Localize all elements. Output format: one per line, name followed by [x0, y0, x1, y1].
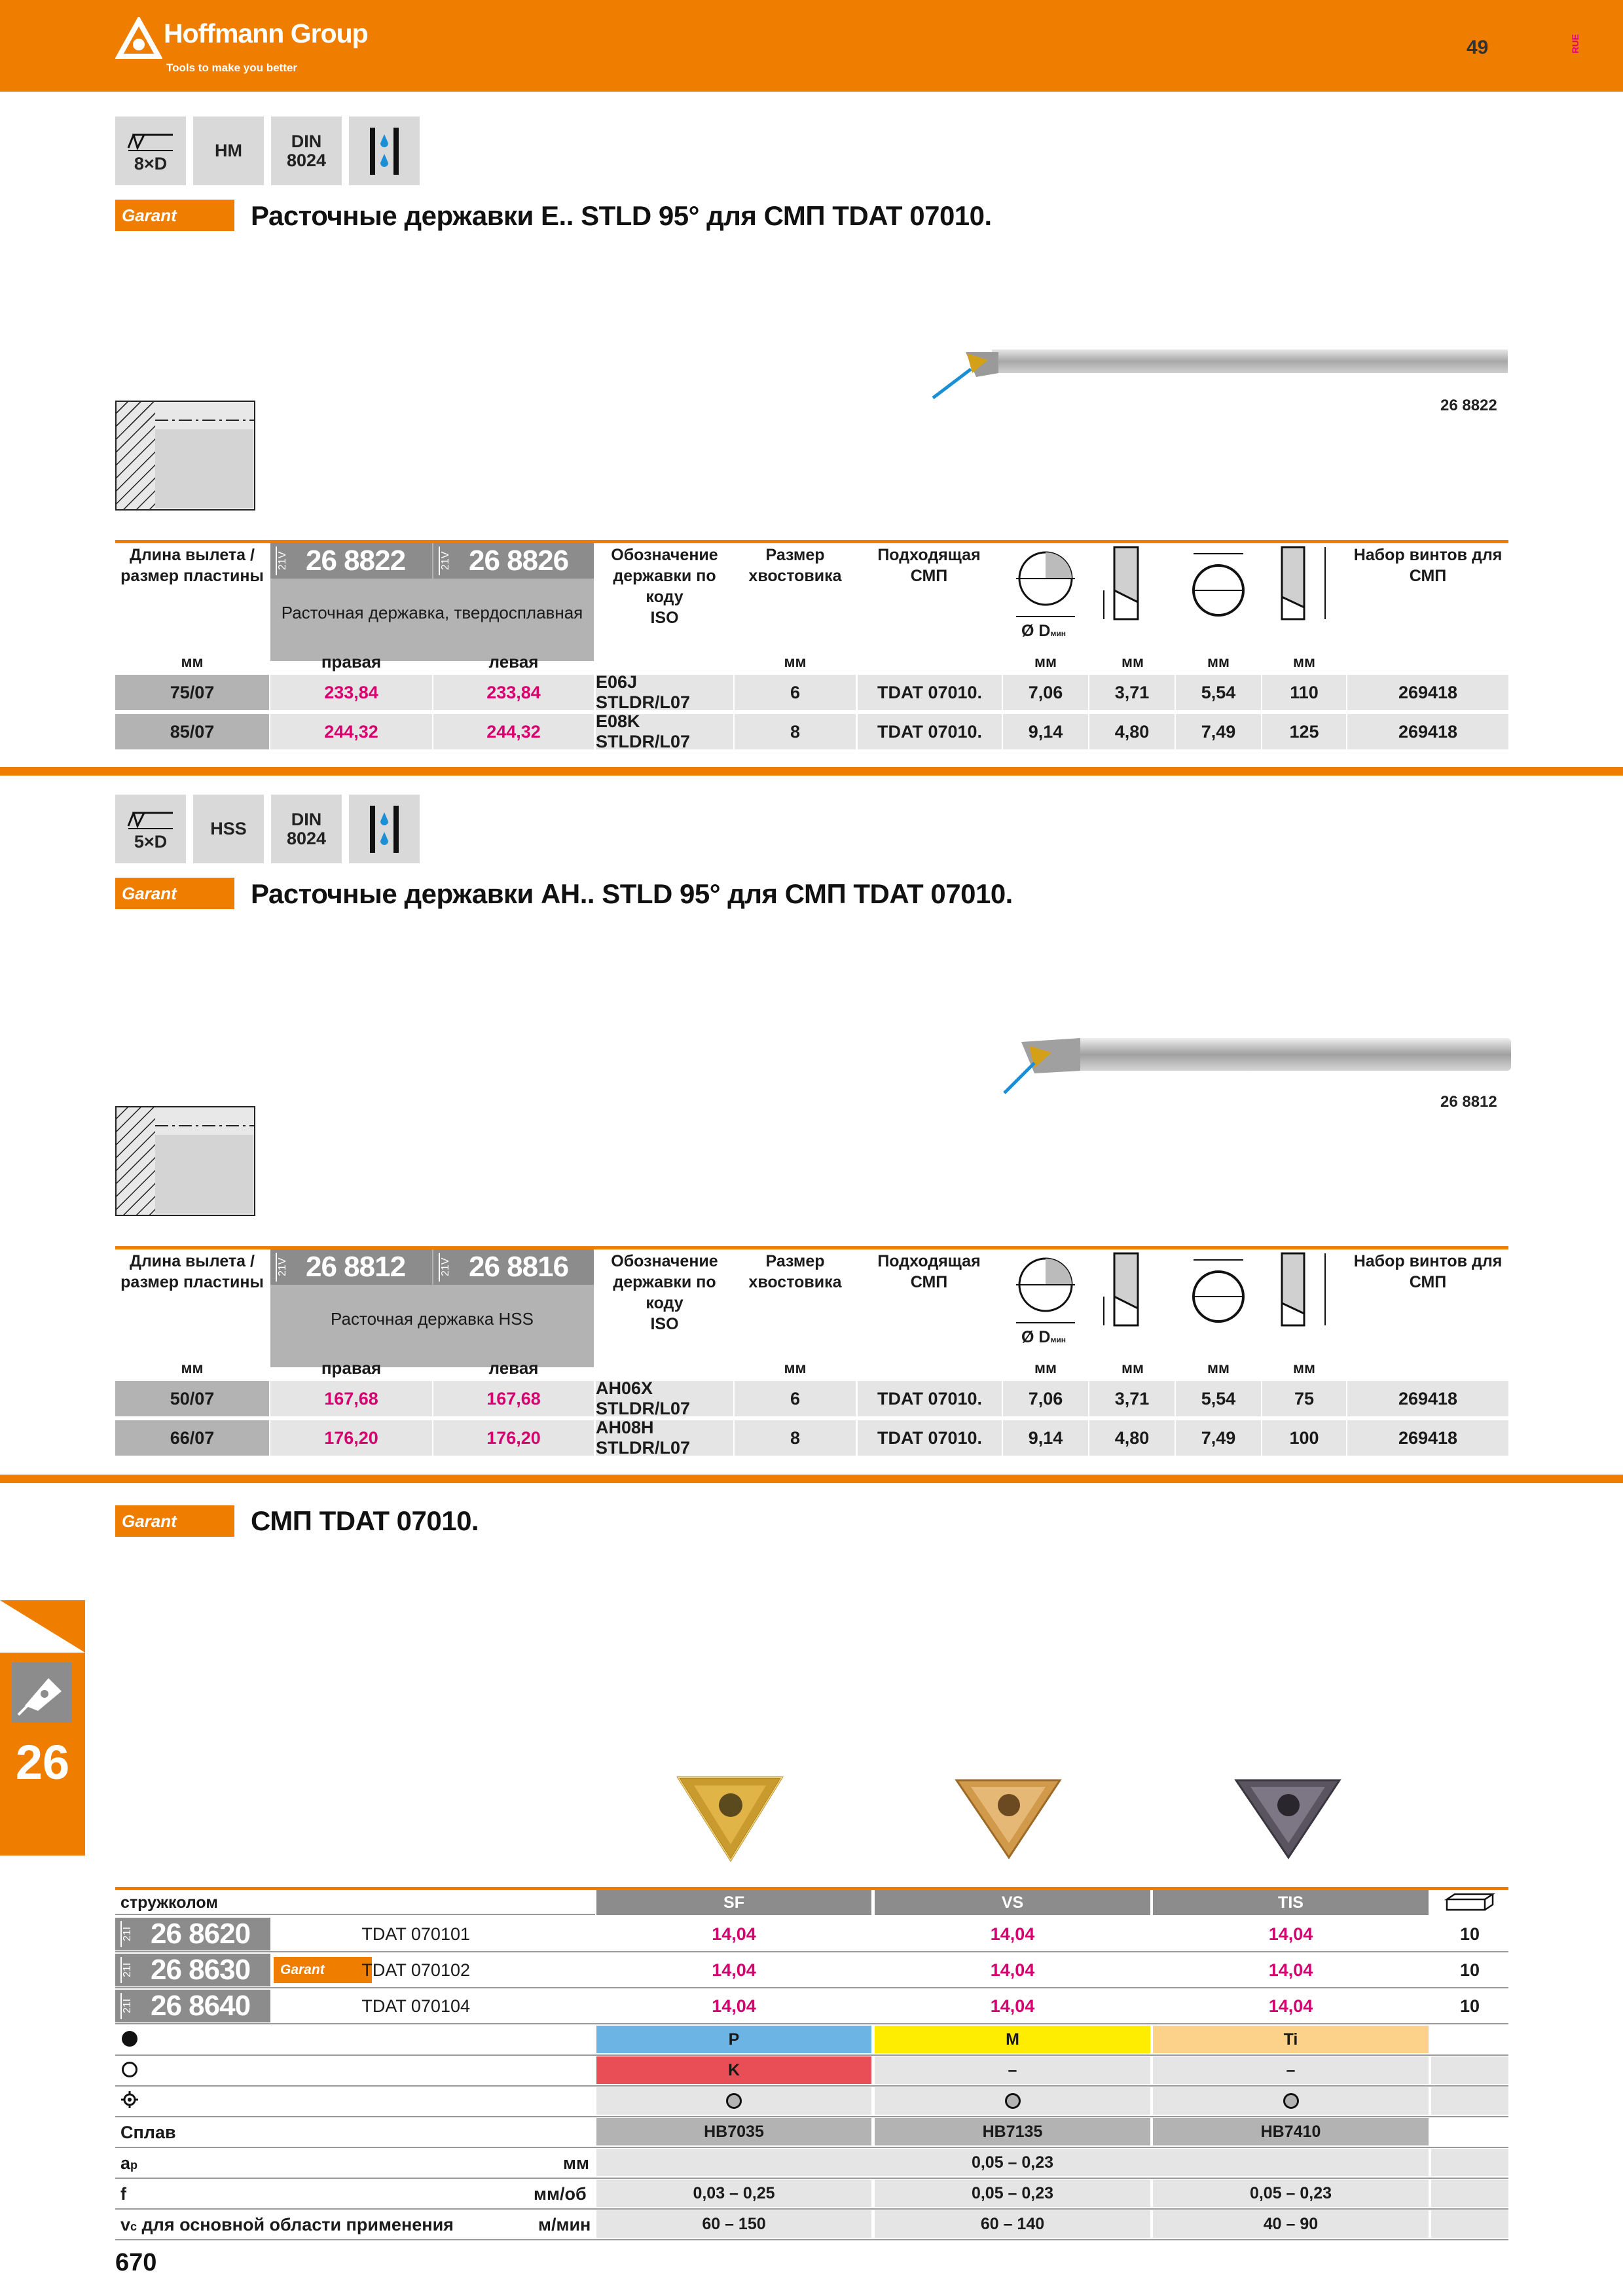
coating-circle-icon	[1005, 2093, 1021, 2109]
price-left[interactable]: 167,68	[433, 1381, 594, 1416]
insert-name: TDAT 070102	[361, 1960, 470, 1980]
price-vs[interactable]: 14,04	[990, 1924, 1035, 1944]
article-code-left[interactable]	[433, 1249, 594, 1285]
col-header-insert: Подходящая СМП	[877, 546, 981, 585]
coolant-icon-box	[349, 795, 420, 863]
screws-cell: 269418	[1347, 714, 1508, 749]
col-header-iso: Обозначение державки по коду ISO	[611, 1252, 718, 1333]
unit-mm: мм	[1121, 653, 1144, 670]
material-secondary-tis: –	[1153, 2056, 1429, 2084]
unit-mm: мм	[784, 653, 807, 670]
chipbreaker-label: стружколом	[120, 1893, 218, 1912]
code-number: 26 8812	[306, 1251, 406, 1283]
ap-sub: p	[130, 2159, 138, 2172]
f-vs: 0,05 – 0,23	[875, 2179, 1150, 2207]
image-article-number: 26 8812	[1440, 1093, 1497, 1111]
price-sf[interactable]: 14,04	[712, 1996, 756, 2016]
price-left[interactable]: 176,20	[433, 1420, 594, 1456]
right-hand-label: правая	[321, 1358, 382, 1378]
material-ti: Ti	[1153, 2026, 1429, 2053]
coating-tis	[1153, 2087, 1429, 2115]
dimension-icon-3	[1176, 1251, 1261, 1333]
vc-sub: c	[130, 2220, 137, 2233]
price-right[interactable]: 167,68	[270, 1381, 432, 1416]
dmin-cell: 7,06	[1003, 1381, 1088, 1416]
dimension-icon-4	[1262, 1251, 1346, 1333]
image-article-number: 26 8822	[1440, 397, 1497, 414]
empty-cell	[1431, 2056, 1508, 2084]
pack-qty: 10	[1459, 1960, 1480, 1980]
row-rule	[115, 2208, 1508, 2210]
f-tis: 0,05 – 0,23	[1153, 2179, 1429, 2207]
package-icon	[1431, 1890, 1508, 1915]
size-cell: 50/07	[115, 1381, 269, 1416]
screws-cell: 269418	[1347, 1420, 1508, 1456]
price-right[interactable]: 176,20	[270, 1420, 432, 1456]
dim2-cell: 4,80	[1089, 1420, 1175, 1456]
garant-label: Garant	[122, 883, 177, 903]
dim2-cell: 3,71	[1089, 675, 1175, 710]
material-label: HSS	[210, 819, 247, 839]
col-header-overhang: Длина вылета / размер пластины	[120, 546, 264, 585]
row-rule	[115, 1914, 595, 1915]
hoffmann-logo[interactable]	[115, 17, 390, 76]
row-rule	[115, 1987, 1508, 1988]
ratio-label: 5×D	[134, 832, 168, 852]
size-cell: 66/07	[115, 1420, 269, 1456]
row-rule	[115, 2147, 1508, 2148]
price-right[interactable]: 244,32	[270, 714, 432, 749]
coolant-icon-box	[349, 117, 420, 185]
insert-turning-icon	[12, 1662, 72, 1723]
vc-tis: 40 – 90	[1153, 2210, 1429, 2238]
dmin-sub: мин	[1050, 1335, 1066, 1344]
size-cell: 75/07	[115, 675, 269, 710]
dim2-cell: 3,71	[1089, 1381, 1175, 1416]
shank-cell: 8	[735, 714, 856, 749]
col-header-insert: Подходящая СМП	[877, 1252, 981, 1291]
insert-image-vs[interactable]	[953, 1775, 1064, 1860]
unit-mm: мм	[1207, 1359, 1230, 1376]
ratio-label: 8×D	[134, 154, 168, 174]
price-vs[interactable]: 14,04	[990, 1996, 1035, 2016]
row-rule	[115, 2023, 1508, 2024]
coating-sf	[596, 2087, 871, 2115]
row-rule	[115, 2085, 1508, 2087]
open-circle-icon	[122, 2062, 137, 2077]
brand-name: Hoffmann Group	[164, 18, 368, 48]
vc-sf: 60 – 150	[596, 2210, 871, 2238]
vc-vs: 60 – 140	[875, 2210, 1150, 2238]
f-sf: 0,03 – 0,25	[596, 2179, 871, 2207]
price-sf[interactable]: 14,04	[712, 1960, 756, 1980]
through-hole-icon	[115, 1106, 255, 1216]
col-header-shank: Размер хвостовика	[748, 546, 842, 585]
price-sf[interactable]: 14,04	[712, 1924, 756, 1944]
din-label: DIN 8024	[286, 132, 327, 170]
garant-badge	[115, 1505, 234, 1537]
code-tag: 21V	[439, 547, 457, 575]
dimension-icon-2	[1091, 1251, 1175, 1333]
price-left[interactable]: 244,32	[433, 714, 594, 749]
col-header-sf: SF	[596, 1890, 871, 1915]
vc-label: v	[120, 2215, 131, 2234]
article-code-right[interactable]	[270, 543, 432, 579]
section-title: СМП TDAT 07010.	[251, 1505, 479, 1536]
material-secondary-vs: –	[875, 2056, 1150, 2084]
right-hand-label: правая	[321, 652, 382, 672]
article-code-left[interactable]	[433, 543, 594, 579]
unit-mm: мм	[1034, 1359, 1057, 1376]
col-header-tis: TIS	[1153, 1890, 1429, 1915]
din-icon-box	[271, 795, 342, 863]
turning-icon-box	[12, 1662, 72, 1723]
screws-cell: 269418	[1347, 1381, 1508, 1416]
shank-cell: 6	[735, 1381, 856, 1416]
dmin-cell: 9,14	[1003, 1420, 1088, 1456]
coating-gear-icon	[120, 2090, 139, 2109]
row-rule	[115, 2054, 1508, 2056]
dmin-cell: 7,06	[1003, 675, 1088, 710]
dmin-header	[1003, 1251, 1088, 1362]
screws-cell: 269418	[1347, 675, 1508, 710]
code-tag: 21I	[120, 1957, 139, 1983]
iso-cell: E06J STLDR/L07	[596, 675, 733, 710]
code-number: 26 8620	[151, 1918, 251, 1950]
internal-coolant-icon	[365, 125, 404, 177]
row-rule	[115, 1951, 1508, 1952]
empty-cell	[1431, 2149, 1508, 2176]
code-tag: 21I	[120, 1921, 139, 1947]
insert-image-sf[interactable]	[674, 1772, 786, 1864]
unit-mm: мм	[1292, 1359, 1316, 1376]
coating-circle-icon	[726, 2093, 742, 2109]
dmin-label: Ø D	[1021, 622, 1051, 640]
iso-cell: AH08H STLDR/L07	[596, 1420, 733, 1456]
material-m: M	[875, 2026, 1150, 2053]
cut-depth-icon	[1091, 1251, 1175, 1333]
alloy-label: Сплав	[120, 2123, 176, 2142]
material-icon-box	[193, 117, 264, 185]
row-rule	[115, 2178, 1508, 2179]
ratio-icon-box	[115, 795, 186, 863]
boring-bar-icon	[124, 128, 177, 154]
boring-bar-image[interactable]	[995, 1033, 1512, 1098]
ap-value: 0,05 – 0,23	[596, 2149, 1429, 2176]
price-vs[interactable]: 14,04	[990, 1960, 1035, 1980]
through-hole-icon	[115, 401, 255, 511]
pack-qty: 10	[1459, 1996, 1480, 2016]
dimension-icon-2	[1091, 545, 1175, 626]
product-description: Расточная державка HSS	[331, 1309, 534, 1329]
pack-qty: 10	[1459, 1924, 1480, 1944]
shank-cell: 8	[735, 1420, 856, 1456]
code-number: 26 8822	[306, 545, 406, 577]
price-tis[interactable]: 14,04	[1268, 1960, 1313, 1980]
dim3-cell: 5,54	[1176, 1381, 1261, 1416]
insert-article-code[interactable]	[115, 1954, 270, 1986]
code-number: 26 8630	[151, 1954, 251, 1986]
garant-label: Garant	[122, 205, 177, 225]
dmin-header	[1003, 545, 1088, 656]
f-label: f	[120, 2184, 126, 2204]
coating-circle-icon	[1283, 2093, 1299, 2109]
dimension-icon-3	[1176, 545, 1261, 626]
vc-text: для основной области применения	[137, 2215, 454, 2234]
boring-bar-icon	[124, 806, 177, 833]
coating-vs	[875, 2087, 1150, 2115]
page-number: 49	[1467, 37, 1489, 58]
shank-cell: 6	[735, 675, 856, 710]
insert-cell: TDAT 07010.	[858, 675, 1002, 710]
alloy-tis: HB7410	[1153, 2118, 1429, 2145]
price-right[interactable]: 233,84	[270, 675, 432, 710]
dim3-cell: 7,49	[1176, 1420, 1261, 1456]
f-unit: мм/об	[534, 2184, 587, 2204]
code-number: 26 8816	[469, 1251, 569, 1283]
col-header-overhang: Длина вылета / размер пластины	[120, 1252, 264, 1291]
garant-badge	[115, 878, 234, 909]
chapter-number: 26	[15, 1735, 70, 1789]
internal-coolant-icon	[365, 803, 404, 855]
shank-diameter-icon	[1176, 1251, 1261, 1333]
pack-header	[1431, 1890, 1508, 1915]
row-rule	[115, 2116, 1508, 2117]
dim4-cell: 75	[1262, 1381, 1346, 1416]
chapter-tab[interactable]	[0, 1600, 85, 1856]
product-description: Расточная державка, твердосплавная	[281, 603, 583, 622]
chapter-tab-shape	[0, 1600, 85, 1856]
insert-cell: TDAT 07010.	[858, 1420, 1002, 1456]
dim2-cell: 4,80	[1089, 714, 1175, 749]
code-tag: 21V	[276, 547, 294, 575]
dim4-cell: 125	[1262, 714, 1346, 749]
dim3-cell: 7,49	[1176, 714, 1261, 749]
din-label: DIN 8024	[286, 810, 327, 848]
ap-unit: мм	[563, 2153, 589, 2173]
article-code-right[interactable]	[270, 1249, 432, 1285]
alloy-vs: HB7135	[875, 2118, 1150, 2145]
insert-cell: TDAT 07010.	[858, 1381, 1002, 1416]
empty-cell	[1431, 2087, 1508, 2115]
logo-icon	[115, 17, 162, 64]
garant-badge	[115, 200, 234, 231]
footer-page-number: 670	[115, 2249, 157, 2276]
insert-article-code[interactable]	[115, 1918, 270, 1950]
material-icon-box	[193, 795, 264, 863]
iso-cell: AH06X STLDR/L07	[596, 1381, 733, 1416]
ratio-icon-box	[115, 117, 186, 185]
price-tis[interactable]: 14,04	[1268, 1924, 1313, 1944]
cut-depth-icon	[1091, 545, 1175, 626]
unit-mm: мм	[784, 1359, 807, 1376]
unit-mm: мм	[1121, 1359, 1144, 1376]
min-bore-diameter-icon	[1003, 545, 1088, 623]
brand-tagline: Tools to make you better	[166, 62, 297, 74]
din-icon-box	[271, 117, 342, 185]
col-header-iso: Обозначение державки по коду ISO	[611, 546, 718, 627]
vc-unit: м/мин	[538, 2215, 591, 2234]
dim4-cell: 100	[1262, 1420, 1346, 1456]
col-header-vs: VS	[875, 1890, 1150, 1915]
unit-mm: мм	[1034, 653, 1057, 670]
ap-label: a	[120, 2153, 131, 2173]
unit-mm: мм	[1292, 653, 1316, 670]
insert-name: TDAT 070104	[361, 1996, 470, 2016]
material-k: K	[596, 2056, 871, 2084]
left-hand-label: левая	[488, 652, 539, 672]
section-divider	[0, 1475, 1623, 1483]
col-header-screws: Набор винтов для СМП	[1353, 1252, 1503, 1291]
section-title: Расточные державки AH.. STLD 95° для СМП TDAT 07010.	[251, 878, 1013, 909]
size-cell: 85/07	[115, 714, 269, 749]
min-bore-diameter-icon	[1003, 1251, 1088, 1329]
empty-cell	[1431, 2179, 1508, 2207]
overhang-length-icon	[1262, 1251, 1346, 1333]
unit-mm: мм	[181, 1359, 204, 1376]
shank-diameter-icon	[1176, 545, 1261, 626]
overhang-length-icon	[1262, 545, 1346, 626]
section-title: Расточные державки E.. STLD 95° для СМП TDAT 07010.	[251, 200, 992, 231]
insert-article-code[interactable]	[115, 1990, 270, 2022]
insert-name: TDAT 070101	[361, 1924, 470, 1944]
code-tag: 21I	[120, 1993, 139, 2019]
code-number: 26 8640	[151, 1990, 251, 2022]
language-code: RUE	[1570, 34, 1580, 54]
dmin-sub: мин	[1050, 629, 1066, 638]
boring-bar-image[interactable]	[920, 340, 1509, 406]
left-hand-label: левая	[488, 1358, 539, 1378]
dim4-cell: 110	[1262, 675, 1346, 710]
dim3-cell: 5,54	[1176, 675, 1261, 710]
empty-cell	[1431, 2210, 1508, 2238]
section-divider	[0, 767, 1623, 776]
unit-mm: мм	[1207, 653, 1230, 670]
row-rule	[115, 2239, 1508, 2240]
garant-label: Garant	[280, 1962, 325, 1977]
dmin-cell: 9,14	[1003, 714, 1088, 749]
col-header-shank: Размер хвостовика	[748, 1252, 842, 1291]
material-p: P	[596, 2026, 871, 2053]
insert-image-tis[interactable]	[1232, 1775, 1343, 1860]
iso-cell: E08K STLDR/L07	[596, 714, 733, 749]
filled-circle-icon	[122, 2031, 137, 2047]
code-tag: 21V	[276, 1253, 294, 1282]
code-tag: 21V	[439, 1253, 457, 1282]
price-left[interactable]: 233,84	[433, 675, 594, 710]
price-tis[interactable]: 14,04	[1268, 1996, 1313, 2016]
col-header-screws: Набор винтов для СМП	[1353, 546, 1503, 585]
garant-label: Garant	[122, 1511, 177, 1531]
material-label: HM	[215, 141, 242, 161]
alloy-sf: HB7035	[596, 2118, 871, 2145]
insert-cell: TDAT 07010.	[858, 714, 1002, 749]
dmin-label: Ø D	[1021, 1328, 1051, 1346]
unit-mm: мм	[181, 653, 204, 670]
code-number: 26 8826	[469, 545, 569, 577]
dimension-icon-4	[1262, 545, 1346, 626]
